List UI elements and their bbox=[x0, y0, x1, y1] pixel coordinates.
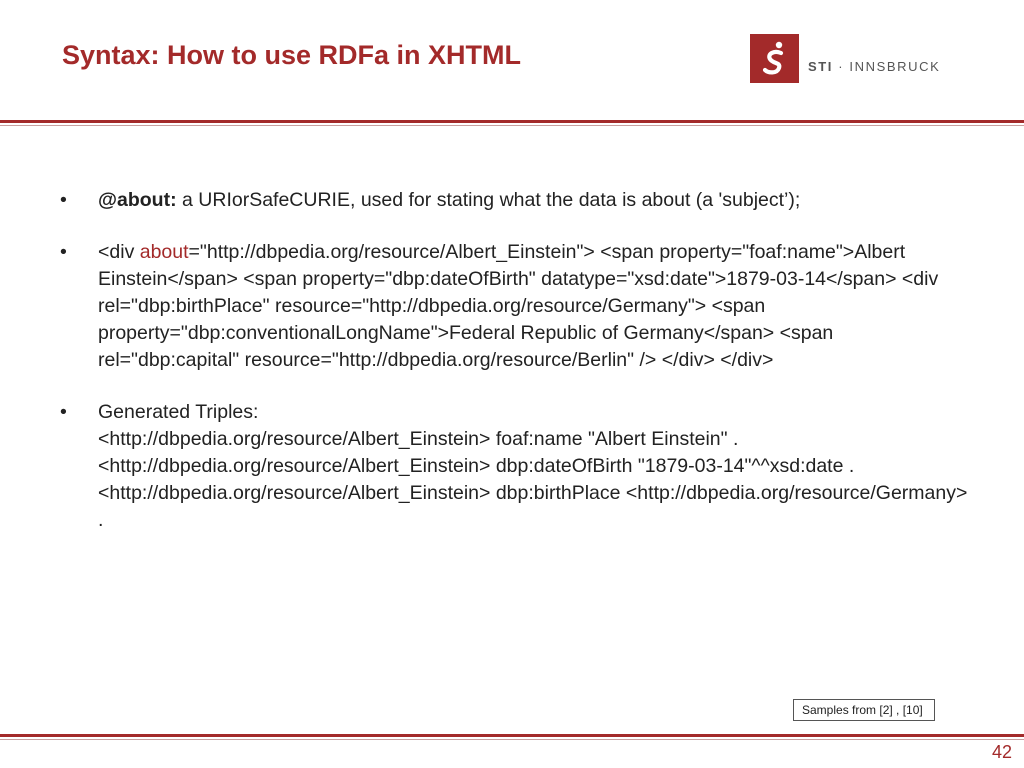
bullet-dot: • bbox=[60, 401, 67, 423]
logo-brand-rest: · INNSBRUCK bbox=[833, 59, 941, 74]
bullet-code-example bbox=[60, 239, 970, 374]
slide-content bbox=[60, 187, 970, 559]
sti-logo-icon bbox=[750, 34, 799, 83]
bullet-generated-triples bbox=[60, 399, 970, 534]
logo-brand-bold: STI bbox=[808, 59, 834, 74]
header-rule-thin bbox=[0, 125, 1024, 126]
logo-wordmark bbox=[808, 59, 940, 74]
bullet-dot: • bbox=[60, 241, 67, 263]
bullet-text-about: a URIorSafeCURIE, used for stating what the data is about (a 'subject’); bbox=[176, 189, 801, 211]
samples-note: Samples from [2] , [10] bbox=[793, 699, 935, 721]
sti-logo-mark bbox=[750, 34, 799, 83]
bullet-lead-about: @about: bbox=[98, 189, 177, 211]
code-pre: <div bbox=[98, 241, 140, 263]
triples-text: <http://dbpedia.org/resource/Albert_Einstein> foaf:name "Albert Einstein" . <http://dbpedia.org/resource/Albert_Einstein> dbp:dateOfBirth "1879-03-14"^^xsd:date . <http://dbpedia.org/resource/Albert_Einstein> dbp:birthPlace <http://dbpedia.org/resource/Germany> . bbox=[98, 428, 968, 531]
page-number: 42 bbox=[991, 742, 1012, 762]
footer-rule bbox=[0, 734, 1024, 737]
slide-title: Syntax: How to use RDFa in XHTML bbox=[62, 40, 522, 70]
footer-rule-thin bbox=[0, 739, 1024, 740]
header-rule bbox=[0, 120, 1024, 123]
bullet-about bbox=[60, 187, 970, 214]
bullet-dot: • bbox=[60, 189, 67, 211]
triples-lead: Generated Triples: bbox=[98, 401, 259, 423]
code-post: ="http://dbpedia.org/resource/Albert_Einstein"> <span property="foaf:name">Albert Einstein</span> <span property="dbp:dateOfBirth" datatype="xsd:date">1879-03-14</span> <div rel="dbp:birthPlace" resource="http://dbpedia.org/resource/Germany"> <span property="dbp:conventionalLongName">Federal Republic of Germany</span> <span rel="dbp:capital" resource="http://dbpedia.org/resource/Berlin" /> </div> </div> bbox=[98, 241, 939, 371]
code-about-attribute: about bbox=[139, 241, 189, 263]
